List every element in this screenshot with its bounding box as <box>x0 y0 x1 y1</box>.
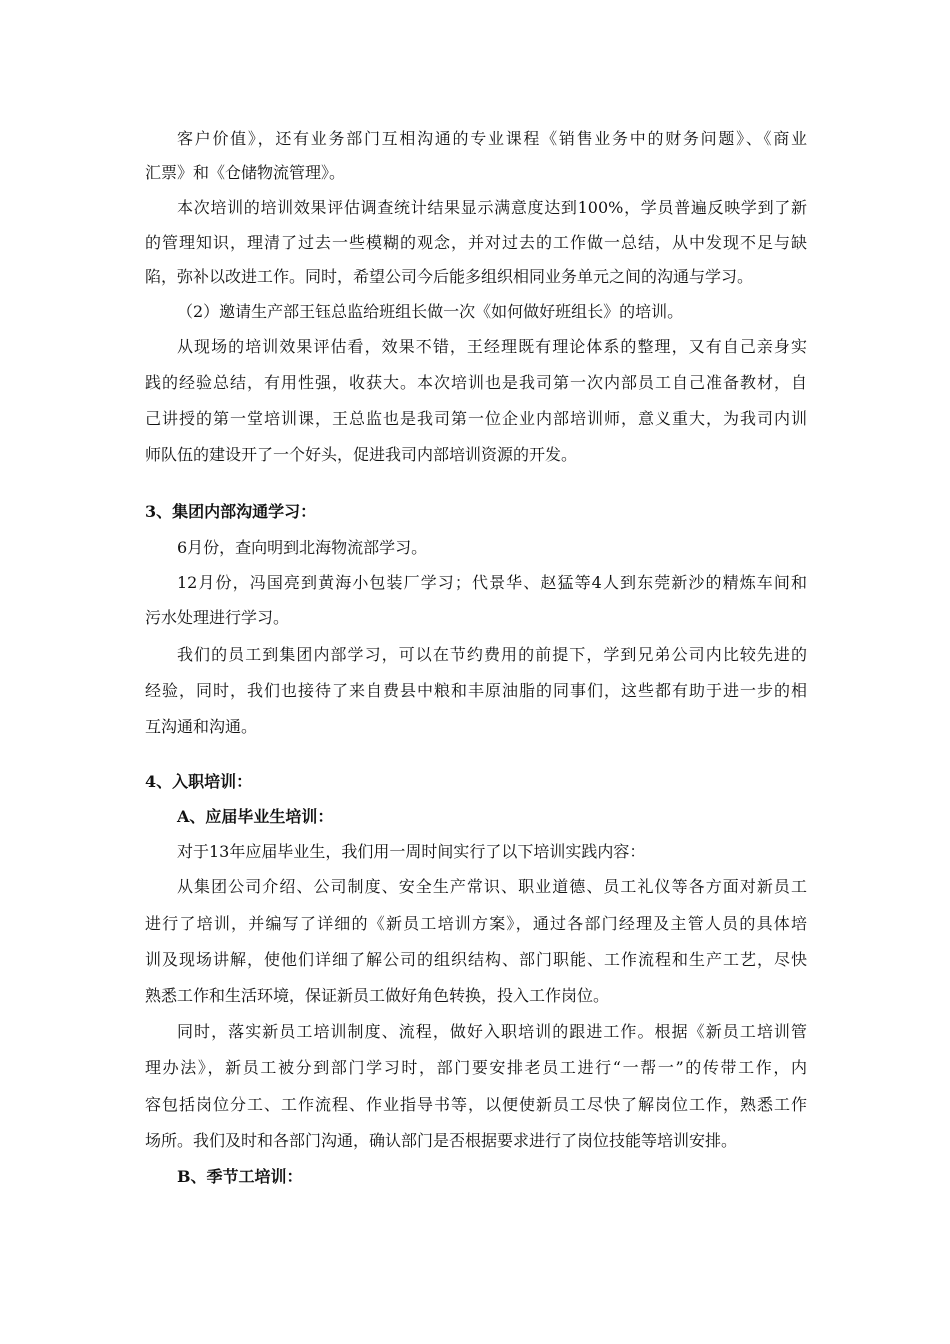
text-line: 汇票》和《仓储物流管理》。 <box>145 163 346 182</box>
text-line: 污水处理进行学习。 <box>145 608 290 627</box>
text-line: 本次培训的培训效果评估调查统计结果显示满意度达到100%，学员普遍反映学到了新 <box>177 198 807 217</box>
text-line: 训及现场讲解，使他们详细了解公司的组织结构、部门职能、工作流程和生产工艺，尽快 <box>145 950 807 969</box>
text-line: 同时，落实新员工培训制度、流程，做好入职培训的跟进工作。根据《新员工培训管 <box>177 1022 807 1041</box>
text-line: 我们的员工到集团内部学习，可以在节约费用的前提下，学到兄弟公司内比较先进的 <box>177 645 807 664</box>
text-line: 践的经验总结，有用性强，收获大。本次培训也是我司第一次内部员工自己准备教材，自 <box>145 373 807 392</box>
text-line: 容包括岗位分工、工作流程、作业指导书等，以便使新员工尽快了解岗位工作，熟悉工作 <box>145 1095 807 1114</box>
text-line: 场所。我们及时和各部门沟通，确认部门是否根据要求进行了岗位技能等培训安排。 <box>145 1131 738 1150</box>
text-line: 的管理知识，理清了过去一些模糊的观念，并对过去的工作做一总结，从中发现不足与缺 <box>145 233 807 252</box>
section-heading: 3、集团内部沟通学习： <box>145 502 317 521</box>
text-line: 12月份，冯国亮到黄海小包装厂学习；代景华、赵猛等4人到东莞新沙的精炼车间和 <box>177 573 807 592</box>
text-line: 从现场的培训效果评估看，效果不错，王经理既有理论体系的整理，又有自己亲身实 <box>177 337 807 356</box>
text-line: 客户价值》，还有业务部门互相沟通的专业课程《销售业务中的财务问题》、《商业 <box>177 129 807 148</box>
subsection-heading: A、应届毕业生培训： <box>177 807 334 826</box>
text-line: 对于13年应届毕业生，我们用一周时间实行了以下培训实践内容： <box>177 842 646 861</box>
text-line: （2）邀请生产部王钰总监给班组长做一次《如何做好班组长》的培训。 <box>177 302 684 321</box>
text-line: 熟悉工作和生活环境，保证新员工做好角色转换，投入工作岗位。 <box>145 986 610 1005</box>
text-line: 师队伍的建设开了一个好头，促进我司内部培训资源的开发。 <box>145 445 578 464</box>
text-line: 进行了培训，并编写了详细的《新员工培训方案》，通过各部门经理及主管人员的具体培 <box>145 914 807 933</box>
text-line: 经验，同时，我们也接待了来自费县中粮和丰原油脂的同事们，这些都有助于进一步的相 <box>145 681 807 700</box>
text-line: 互沟通和沟通。 <box>145 717 258 736</box>
text-line: 6月份，查向明到北海物流部学习。 <box>177 538 428 557</box>
subsection-heading: B、季节工培训： <box>177 1167 303 1186</box>
section-heading: 4、入职培训： <box>145 772 253 791</box>
text-line: 己讲授的第一堂培训课，王总监也是我司第一位企业内部培训师，意义重大，为我司内训 <box>145 409 807 428</box>
text-line: 陷，弥补以改进工作。同时，希望公司今后能多组织相同业务单元之间的沟通与学习。 <box>145 267 754 286</box>
text-line: 理办法》，新员工被分到部门学习时，部门要安排老员工进行“一帮一”的传带工作，内 <box>145 1058 807 1077</box>
text-line: 从集团公司介绍、公司制度、安全生产常识、职业道德、员工礼仪等各方面对新员工 <box>177 877 807 896</box>
